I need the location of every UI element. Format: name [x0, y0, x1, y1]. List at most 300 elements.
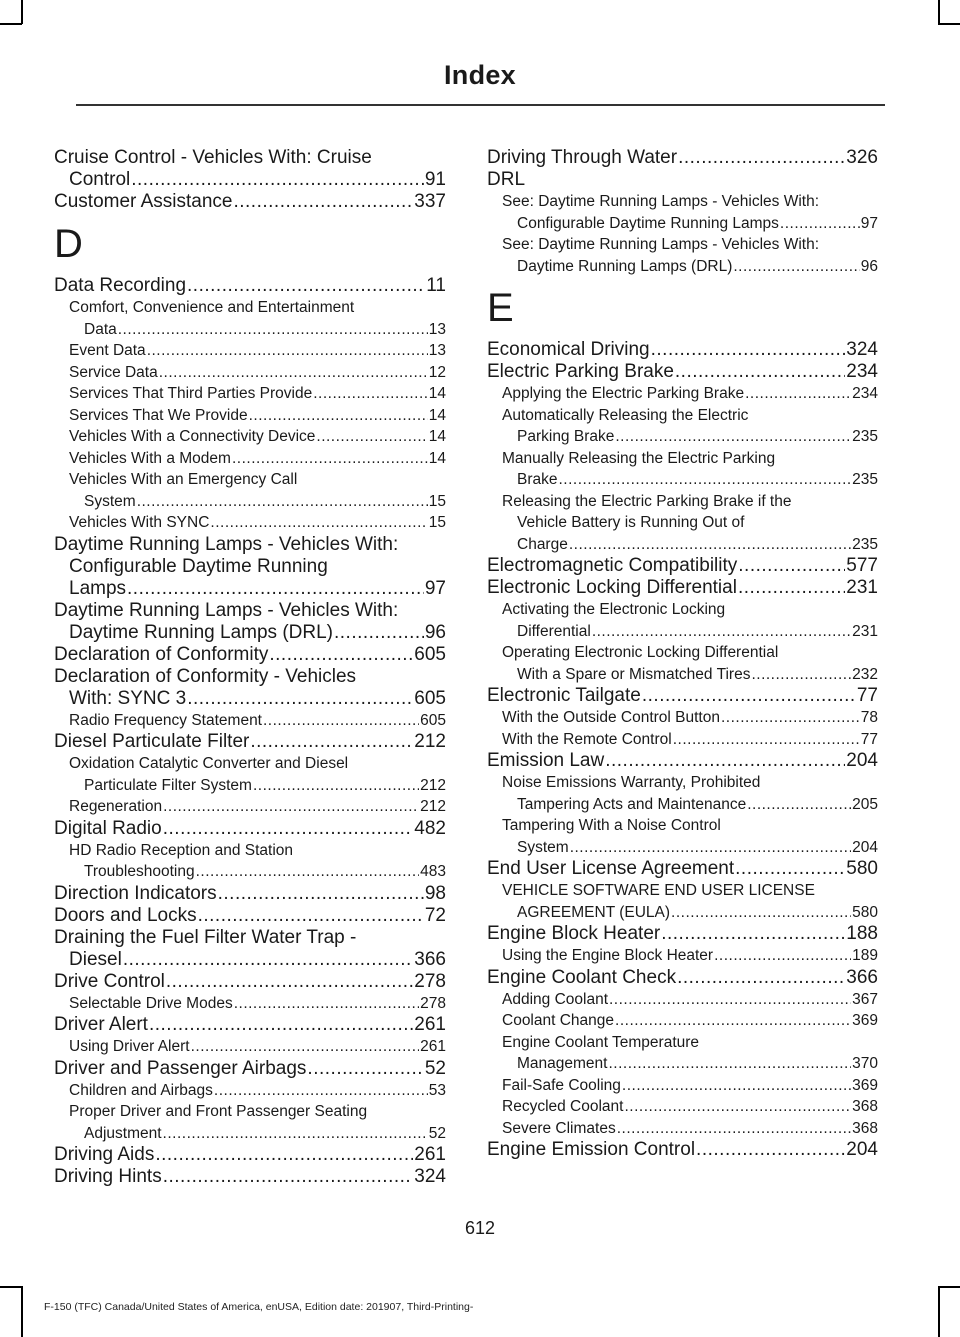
page-reference[interactable]: 72	[424, 904, 446, 926]
entry-text: System	[517, 838, 569, 856]
entry-text: Vehicles With an Emergency Call	[69, 471, 298, 488]
entry-text: Declaration of Conformity	[54, 643, 269, 665]
page-reference[interactable]: 13	[428, 342, 446, 359]
page-reference[interactable]: 278	[420, 994, 446, 1012]
dot-leader	[559, 469, 852, 491]
entry-text: Diesel Particulate Filter	[54, 731, 250, 752]
entry-text: Daytime Running Lamps (DRL)	[69, 621, 333, 643]
page-reference[interactable]: 369	[852, 1012, 878, 1029]
page-reference[interactable]: 580	[852, 903, 878, 921]
index-subentry[interactable]	[487, 772, 878, 815]
dot-leader	[605, 750, 845, 772]
page-reference[interactable]: 324	[414, 1166, 446, 1187]
index-entry[interactable]	[54, 1014, 446, 1036]
section-letter: D	[54, 222, 83, 266]
entry-text: Radio Frequency Statement	[69, 711, 262, 729]
index-entry[interactable]	[487, 1139, 878, 1161]
index-entry[interactable]	[54, 1166, 446, 1188]
dot-leader	[163, 1123, 428, 1145]
entry-text: End User License Agreement	[487, 858, 735, 879]
crop-mark	[938, 1286, 960, 1288]
entry-text: Doors and Locks	[54, 904, 197, 926]
index-subentry[interactable]	[487, 383, 878, 405]
dot-leader	[313, 383, 428, 405]
dot-leader	[166, 971, 413, 993]
entry-text: DRL	[487, 169, 526, 190]
entry-text: Proper Driver and Front Passenger Seating	[69, 1103, 368, 1120]
entry-text: Automatically Releasing the Electric	[502, 406, 749, 424]
page-reference[interactable]: 15	[428, 492, 446, 510]
page-reference[interactable]: 96	[424, 621, 446, 643]
dot-leader	[592, 621, 851, 643]
page-reference[interactable]: 15	[428, 514, 446, 531]
dot-leader	[191, 1036, 420, 1058]
entry-text: Declaration of Conformity - Vehicles	[54, 665, 357, 687]
index-entry[interactable]	[54, 818, 446, 840]
page-reference[interactable]: 234	[852, 385, 878, 402]
entry-text: Electromagnetic Compatibility	[487, 555, 738, 576]
index-entry[interactable]	[54, 666, 446, 710]
index-subentry[interactable]	[54, 710, 446, 732]
index-entry[interactable]	[54, 600, 446, 644]
entry-text: Coolant Change	[502, 1012, 615, 1029]
index-entry[interactable]	[54, 1058, 446, 1080]
index-entry[interactable]	[487, 555, 878, 577]
entry-text: Engine Emission Control	[487, 1139, 696, 1160]
entry-text: Activating the Electronic Locking	[502, 601, 726, 618]
page-reference[interactable]: 97	[424, 577, 446, 599]
index-subentry[interactable]	[54, 1080, 446, 1102]
index-subentry[interactable]	[54, 297, 446, 340]
index-column-left	[54, 147, 446, 1188]
entry-text: Driving Hints	[54, 1166, 162, 1187]
entry-text: Drive Control	[54, 970, 165, 992]
index-subentry[interactable]	[487, 448, 878, 491]
index-subentry[interactable]	[54, 383, 446, 405]
page-reference[interactable]: 324	[846, 339, 878, 360]
dot-leader	[233, 191, 413, 213]
page-reference[interactable]: 235	[852, 535, 878, 553]
dot-leader	[747, 794, 851, 816]
dot-leader	[570, 837, 851, 859]
index-entry[interactable]	[487, 577, 878, 599]
dot-leader	[249, 405, 428, 427]
index-entry[interactable]	[487, 169, 878, 191]
index-subentry[interactable]	[487, 1118, 878, 1140]
index-subentry[interactable]	[487, 1032, 878, 1075]
entry-text: Brake	[517, 471, 558, 488]
entry-text: Data	[84, 320, 117, 338]
dot-leader	[163, 796, 419, 818]
entry-text: Adjustment	[84, 1124, 162, 1142]
dot-leader	[137, 491, 428, 513]
entry-text: Parking Brake	[517, 428, 615, 445]
crop-mark	[938, 1286, 940, 1337]
entry-text: Daytime Running Lamps - Vehicles With:	[54, 533, 399, 555]
entry-text: Manually Releasing the Electric Parking	[502, 449, 776, 467]
page-reference[interactable]: 261	[414, 1014, 446, 1035]
index-entry[interactable]	[487, 858, 878, 880]
page-title: Index	[443, 60, 517, 90]
entry-text: Configurable Daytime Running Lamps	[517, 214, 779, 232]
dot-leader	[721, 707, 860, 729]
dot-leader	[673, 729, 860, 751]
entry-text: With: SYNC 3	[69, 687, 187, 709]
page-reference[interactable]: 204	[846, 1139, 878, 1160]
entry-text: Event Data	[69, 342, 146, 359]
entry-text: Economical Driving	[487, 339, 650, 360]
page-reference[interactable]: 367	[852, 990, 878, 1008]
edition-footer: F-150 (TFC) Canada/United States of America, enUSA, Edition date: 201907, Third-Printing-	[44, 1301, 474, 1313]
page-reference[interactable]: 232	[852, 665, 878, 683]
entry-text: System	[84, 492, 136, 510]
page-reference[interactable]: 14	[428, 449, 446, 467]
dot-leader	[159, 362, 428, 384]
entry-text: Electric Parking Brake	[487, 361, 674, 382]
entry-text: Service Data	[69, 363, 158, 381]
page-reference[interactable]: 205	[852, 795, 878, 813]
page-reference[interactable]: 366	[414, 948, 446, 970]
dot-leader	[780, 213, 860, 235]
index-entry[interactable]	[54, 534, 446, 600]
index-subentry[interactable]	[54, 993, 446, 1015]
index-subentry[interactable]	[487, 945, 878, 967]
page-reference[interactable]: 91	[424, 169, 446, 190]
index-subentry[interactable]	[487, 599, 878, 642]
dot-leader	[163, 818, 414, 840]
page-reference[interactable]: 605	[414, 687, 446, 709]
page-reference[interactable]: 577	[846, 555, 878, 576]
dot-leader	[733, 256, 859, 278]
dot-leader	[738, 555, 845, 577]
dot-leader	[263, 710, 419, 732]
entry-text: Charge	[517, 535, 568, 553]
dot-leader	[745, 383, 851, 405]
entry-text: Tampering With a Noise Control	[502, 817, 721, 834]
page-reference[interactable]: 368	[852, 1119, 878, 1137]
entry-text: Tampering Acts and Maintenance	[517, 795, 747, 813]
index-entry[interactable]	[487, 750, 878, 772]
page-reference[interactable]: 78	[860, 709, 878, 726]
entry-text: Selectable Drive Modes	[69, 994, 233, 1012]
entry-text: VEHICLE SOFTWARE END USER LICENSE	[502, 882, 815, 899]
dot-leader	[738, 577, 845, 599]
entry-text: Digital Radio	[54, 817, 162, 839]
page-reference[interactable]: 13	[428, 320, 446, 338]
dot-leader	[617, 1118, 851, 1140]
index-subentry[interactable]	[54, 796, 446, 818]
index-subentry[interactable]	[54, 405, 446, 427]
page-reference[interactable]: 77	[856, 685, 878, 706]
dot-leader	[232, 448, 428, 470]
page-reference[interactable]: 77	[860, 730, 878, 748]
crop-mark	[0, 1286, 22, 1288]
page-reference[interactable]: 98	[424, 882, 446, 904]
dot-leader	[253, 775, 419, 797]
entry-text: Diesel	[69, 948, 122, 970]
crop-mark	[21, 0, 23, 24]
page-reference[interactable]: 53	[428, 1081, 446, 1099]
entry-text: AGREEMENT (EULA)	[517, 903, 671, 921]
index-entry[interactable]	[487, 685, 878, 707]
page-reference[interactable]: 278	[414, 970, 446, 992]
index-subentry[interactable]	[487, 191, 878, 234]
page-reference[interactable]: 482	[414, 817, 446, 839]
dot-leader	[118, 319, 428, 341]
entry-text: Oxidation Catalytic Converter and Diesel	[69, 755, 349, 772]
entry-text: Children and Airbags	[69, 1081, 213, 1099]
entry-text: Vehicles With SYNC	[69, 514, 210, 531]
dot-leader	[147, 340, 428, 362]
dot-leader	[196, 861, 420, 883]
entry-text: Customer Assistance	[54, 191, 233, 212]
index-subentry[interactable]	[54, 1101, 446, 1144]
index-column-right	[487, 147, 878, 1161]
entry-text: Data Recording	[54, 275, 187, 296]
page-reference[interactable]: 235	[852, 428, 878, 445]
page-reference[interactable]: 368	[852, 1098, 878, 1115]
dot-leader	[751, 664, 851, 686]
entry-text: See: Daytime Running Lamps - Vehicles With:	[502, 193, 820, 210]
entry-text: Emission Law	[487, 750, 605, 771]
entry-text: Vehicles With a Connectivity Device	[69, 428, 316, 445]
dot-leader	[671, 902, 851, 924]
index-subentry[interactable]	[54, 840, 446, 883]
entry-text: Electronic Tailgate	[487, 685, 641, 706]
entry-text: Daytime Running Lamps - Vehicles With:	[54, 599, 399, 621]
entry-text: With the Outside Control Button	[502, 709, 720, 726]
page-reference[interactable]: 96	[860, 257, 878, 275]
entry-text: Driver Alert	[54, 1014, 148, 1035]
index-subentry[interactable]	[487, 1096, 878, 1118]
index-subentry[interactable]	[487, 729, 878, 751]
dot-leader	[678, 147, 845, 169]
entry-text: Noise Emissions Warranty, Prohibited	[502, 774, 761, 791]
entry-text: Draining the Fuel Filter Water Trap -	[54, 926, 357, 948]
index-subentry[interactable]	[54, 753, 446, 796]
index-entry[interactable]	[54, 147, 446, 191]
dot-leader	[615, 426, 851, 448]
index-entry[interactable]	[487, 967, 878, 989]
dot-leader	[187, 275, 425, 297]
entry-text: Lamps	[69, 577, 127, 599]
page-reference[interactable]: 261	[420, 1038, 446, 1055]
dot-leader	[210, 512, 427, 534]
page-reference[interactable]: 97	[860, 214, 878, 232]
dot-leader	[250, 731, 413, 753]
page-reference[interactable]: 12	[428, 363, 446, 381]
index-subentry[interactable]	[487, 1075, 878, 1097]
dot-leader	[608, 1053, 851, 1075]
dot-leader	[131, 169, 424, 191]
entry-text: Vehicle Battery is Running Out of	[517, 514, 745, 531]
page-reference[interactable]: 189	[852, 947, 878, 964]
page-reference[interactable]: 14	[428, 428, 446, 445]
dot-leader	[661, 923, 845, 945]
crop-mark	[938, 0, 940, 24]
entry-text: Particulate Filter System	[84, 776, 252, 794]
entry-text: Engine Coolant Check	[487, 966, 677, 988]
dot-leader	[163, 1166, 414, 1188]
entry-text: Daytime Running Lamps (DRL)	[517, 257, 733, 275]
dot-leader	[569, 534, 851, 556]
crop-mark	[21, 1286, 23, 1337]
dot-leader	[334, 622, 424, 644]
index-subentry[interactable]	[487, 815, 878, 858]
page-reference[interactable]: 212	[414, 731, 446, 752]
dot-leader	[696, 1139, 845, 1161]
dot-leader	[307, 1058, 423, 1080]
entry-text: Driving Aids	[54, 1144, 155, 1165]
entry-text: HD Radio Reception and Station	[69, 841, 294, 859]
index-subentry[interactable]	[54, 340, 446, 362]
entry-text: With the Remote Control	[502, 730, 672, 748]
index-subentry[interactable]	[54, 426, 446, 448]
entry-text: Engine Coolant Temperature	[502, 1033, 700, 1051]
page-reference[interactable]: 212	[420, 776, 446, 794]
page-reference[interactable]: 366	[846, 966, 878, 988]
entry-text: Adding Coolant	[502, 990, 608, 1008]
index-entry[interactable]	[54, 971, 446, 993]
page-reference[interactable]: 369	[852, 1076, 878, 1094]
entry-text: Engine Block Heater	[487, 923, 661, 944]
entry-text: Releasing the Electric Parking Brake if the	[502, 492, 792, 510]
entry-text: Control	[69, 169, 131, 190]
index-subentry[interactable]	[54, 448, 446, 470]
entry-text: Driver and Passenger Airbags	[54, 1057, 307, 1079]
page-number: 612	[464, 1218, 496, 1238]
entry-text: Recycled Coolant	[502, 1098, 624, 1115]
entry-text: With a Spare or Mismatched Tires	[517, 665, 751, 683]
index-entry[interactable]	[54, 191, 446, 213]
entry-text: Using the Engine Block Heater	[502, 947, 714, 964]
entry-text: Differential	[517, 622, 591, 640]
index-subentry[interactable]	[487, 642, 878, 685]
dot-leader	[155, 1144, 413, 1166]
index-entry[interactable]	[54, 905, 446, 927]
entry-text: Direction Indicators	[54, 882, 217, 904]
entry-text: Comfort, Convenience and Entertainment	[69, 299, 355, 316]
entry-text: Severe Climates	[502, 1119, 616, 1137]
dot-leader	[622, 1075, 851, 1097]
entry-text: See: Daytime Running Lamps - Vehicles With:	[502, 236, 820, 253]
page-reference[interactable]: 326	[846, 147, 878, 168]
page-reference[interactable]: 580	[846, 858, 878, 879]
dot-leader	[214, 1080, 428, 1102]
index-subentry[interactable]	[487, 234, 878, 277]
page-reference[interactable]: 52	[428, 1124, 446, 1142]
entry-text: Electronic Locking Differential	[487, 577, 737, 598]
page-reference[interactable]: 337	[414, 191, 446, 212]
crop-mark	[938, 23, 960, 25]
page-reference[interactable]: 234	[846, 361, 878, 382]
index-entry[interactable]	[54, 1144, 446, 1166]
page-reference[interactable]: 52	[424, 1057, 446, 1079]
page-reference[interactable]: 11	[426, 275, 446, 296]
entry-text: Configurable Daytime Running	[69, 555, 328, 577]
entry-text: Vehicles With a Modem	[69, 449, 231, 467]
dot-leader	[642, 685, 856, 707]
page-reference[interactable]: 235	[852, 471, 878, 488]
dot-leader	[624, 1096, 851, 1118]
entry-text: Services That Third Parties Provide	[69, 385, 313, 402]
page-reference[interactable]: 14	[428, 406, 446, 424]
entry-text: Driving Through Water	[487, 147, 678, 168]
index-entry[interactable]	[54, 275, 446, 297]
page-reference[interactable]: 483	[420, 863, 446, 880]
page-reference[interactable]: 14	[428, 385, 446, 402]
page-reference[interactable]: 231	[846, 577, 878, 598]
dot-leader	[316, 426, 427, 448]
crop-mark	[0, 23, 22, 25]
index-entry[interactable]	[487, 339, 878, 361]
dot-leader	[675, 361, 845, 383]
entry-text: Services That We Provide	[69, 406, 248, 424]
dot-leader	[218, 883, 424, 905]
index-subentry[interactable]	[487, 880, 878, 923]
dot-leader	[198, 905, 424, 927]
page-reference[interactable]: 212	[420, 798, 446, 815]
index-subentry[interactable]	[54, 512, 446, 534]
index-subentry[interactable]	[487, 1010, 878, 1032]
index-entry[interactable]	[54, 731, 446, 753]
page-reference[interactable]: 261	[414, 1144, 446, 1165]
dot-leader	[187, 688, 413, 710]
index-entry[interactable]	[54, 927, 446, 971]
page-reference[interactable]: 204	[852, 838, 878, 856]
entry-text: Cruise Control - Vehicles With: Cruise	[54, 147, 372, 168]
entry-text: Applying the Electric Parking Brake	[502, 385, 745, 402]
index-entry[interactable]	[487, 361, 878, 383]
entry-text: Troubleshooting	[84, 863, 195, 880]
page-reference[interactable]: 605	[420, 711, 446, 729]
dot-leader	[615, 1010, 851, 1032]
dot-leader	[677, 967, 845, 989]
page-reference[interactable]: 204	[846, 750, 878, 771]
index-subentry[interactable]	[54, 469, 446, 512]
index-entry[interactable]	[487, 147, 878, 169]
index-subentry[interactable]	[487, 405, 878, 448]
section-letter: E	[487, 286, 514, 330]
index-subentry[interactable]	[54, 1036, 446, 1058]
index-subentry[interactable]	[487, 707, 878, 729]
dot-leader	[269, 644, 413, 666]
dot-leader	[735, 858, 845, 880]
index-entry[interactable]	[487, 923, 878, 945]
index-subentry[interactable]	[487, 491, 878, 556]
index-entry[interactable]	[54, 644, 446, 666]
index-subentry[interactable]	[54, 362, 446, 384]
dot-leader	[234, 993, 419, 1015]
dot-leader	[149, 1014, 413, 1036]
entry-text: Using Driver Alert	[69, 1038, 190, 1055]
dot-leader	[714, 945, 851, 967]
header-divider	[76, 104, 885, 106]
dot-leader	[123, 949, 413, 971]
page-reference[interactable]: 188	[846, 923, 878, 944]
dot-leader	[651, 339, 846, 361]
index-entry[interactable]	[54, 883, 446, 905]
index-subentry[interactable]	[487, 989, 878, 1011]
entry-text: Operating Electronic Locking Differential	[502, 644, 779, 661]
entry-text: Fail-Safe Cooling	[502, 1076, 621, 1094]
page-reference[interactable]: 231	[852, 622, 878, 640]
page-reference[interactable]: 370	[852, 1055, 878, 1072]
dot-leader	[127, 578, 424, 600]
entry-text: Regeneration	[69, 798, 163, 815]
page-reference[interactable]: 605	[414, 643, 446, 665]
dot-leader	[609, 989, 851, 1011]
